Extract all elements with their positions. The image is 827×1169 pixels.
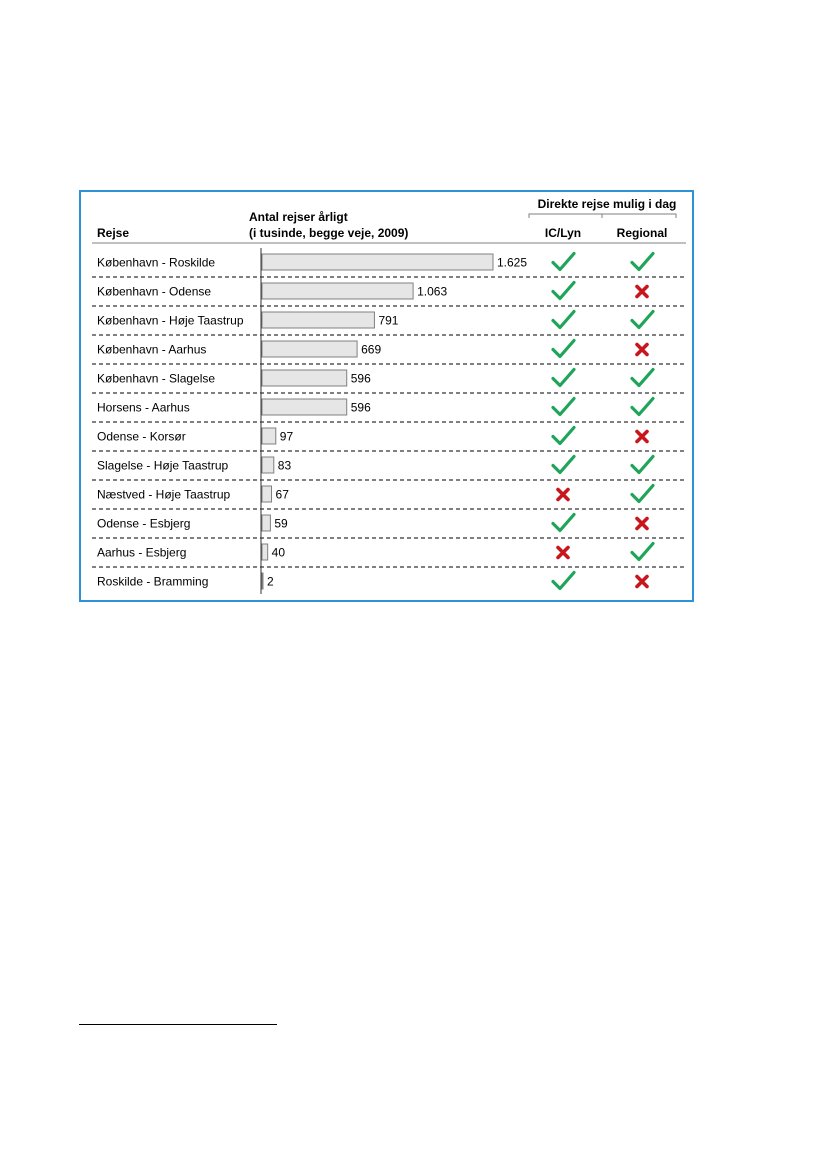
regional-cross-icon (637, 345, 647, 355)
value-label: 67 (275, 487, 289, 502)
ic-check-icon (553, 399, 574, 415)
value-label: 59 (274, 516, 288, 531)
regional-check-icon (632, 457, 653, 473)
table-row (92, 312, 686, 336)
table-row (92, 399, 686, 423)
route-label: København - Aarhus (97, 342, 207, 357)
header-trips-line1: Antal rejser årligt (249, 210, 348, 224)
bar (262, 515, 270, 531)
regional-cross-icon (637, 432, 647, 442)
table-row (92, 515, 686, 539)
ic-check-icon (553, 457, 574, 473)
table-row (92, 428, 686, 452)
table-row (97, 573, 647, 590)
value-label: 669 (361, 342, 382, 357)
ic-check-icon (553, 341, 574, 357)
header-direct-group: Direkte rejse mulig i dag (537, 197, 677, 211)
ic-check-icon (553, 428, 574, 444)
bar (262, 486, 272, 502)
route-label: Aarhus - Esbjerg (97, 545, 187, 560)
bar (262, 399, 347, 415)
table-row (92, 370, 686, 394)
bar (262, 370, 347, 386)
regional-check-icon (632, 399, 653, 415)
ic-check-icon (553, 573, 574, 589)
ic-check-icon (553, 312, 574, 328)
route-label: København - Høje Taastrup (97, 313, 244, 328)
regional-check-icon (632, 544, 653, 560)
header-route: Rejse (97, 226, 130, 240)
value-label: 791 (378, 313, 399, 328)
bar (262, 428, 276, 444)
regional-check-icon (632, 312, 653, 328)
table-row (92, 544, 686, 568)
bar (262, 457, 274, 473)
regional-cross-icon (637, 519, 647, 529)
value-label: 596 (350, 371, 371, 386)
ic-cross-icon (558, 490, 568, 500)
bar (262, 312, 374, 328)
table-row (92, 341, 686, 365)
ic-cross-icon (558, 548, 568, 558)
value-label: 2 (267, 574, 274, 589)
value-label: 1.063 (417, 284, 448, 299)
route-label: Horsens - Aarhus (97, 400, 190, 415)
bar (262, 544, 268, 560)
header-trips-line2: (i tusinde, begge veje, 2009) (249, 226, 409, 240)
route-label: København - Roskilde (97, 255, 216, 270)
table-rows (92, 254, 686, 590)
value-label: 596 (350, 400, 371, 415)
route-label: Næstved - Høje Taastrup (97, 487, 231, 502)
route-label: Roskilde - Bramming (97, 574, 209, 589)
ic-check-icon (553, 515, 574, 531)
footnote-rule (79, 1024, 277, 1025)
route-label: København - Odense (97, 284, 212, 299)
ic-check-icon (553, 254, 574, 270)
regional-check-icon (632, 486, 653, 502)
regional-check-icon (632, 370, 653, 386)
header-group-bracket (529, 214, 676, 218)
route-label: Odense - Esbjerg (97, 516, 191, 531)
regional-cross-icon (637, 287, 647, 297)
table-row (92, 486, 686, 510)
table-row (92, 254, 686, 278)
route-label: København - Slagelse (97, 371, 216, 386)
value-label: 83 (277, 458, 292, 473)
bar (262, 341, 357, 357)
regional-cross-icon (637, 577, 647, 587)
table-row (92, 283, 686, 307)
route-label: Odense - Korsør (97, 429, 186, 444)
header-ic: IC/Lyn (544, 226, 582, 240)
bar (262, 573, 263, 589)
table-row (92, 457, 686, 481)
route-label: Slagelse - Høje Taastrup (97, 458, 229, 473)
value-label: 1.625 (497, 255, 528, 270)
bar (262, 283, 413, 299)
regional-check-icon (632, 254, 653, 270)
ic-check-icon (553, 283, 574, 299)
ic-check-icon (553, 370, 574, 386)
bar (262, 254, 493, 270)
header-regional: Regional (616, 226, 668, 240)
value-label: 40 (271, 545, 286, 560)
value-label: 97 (279, 429, 294, 444)
